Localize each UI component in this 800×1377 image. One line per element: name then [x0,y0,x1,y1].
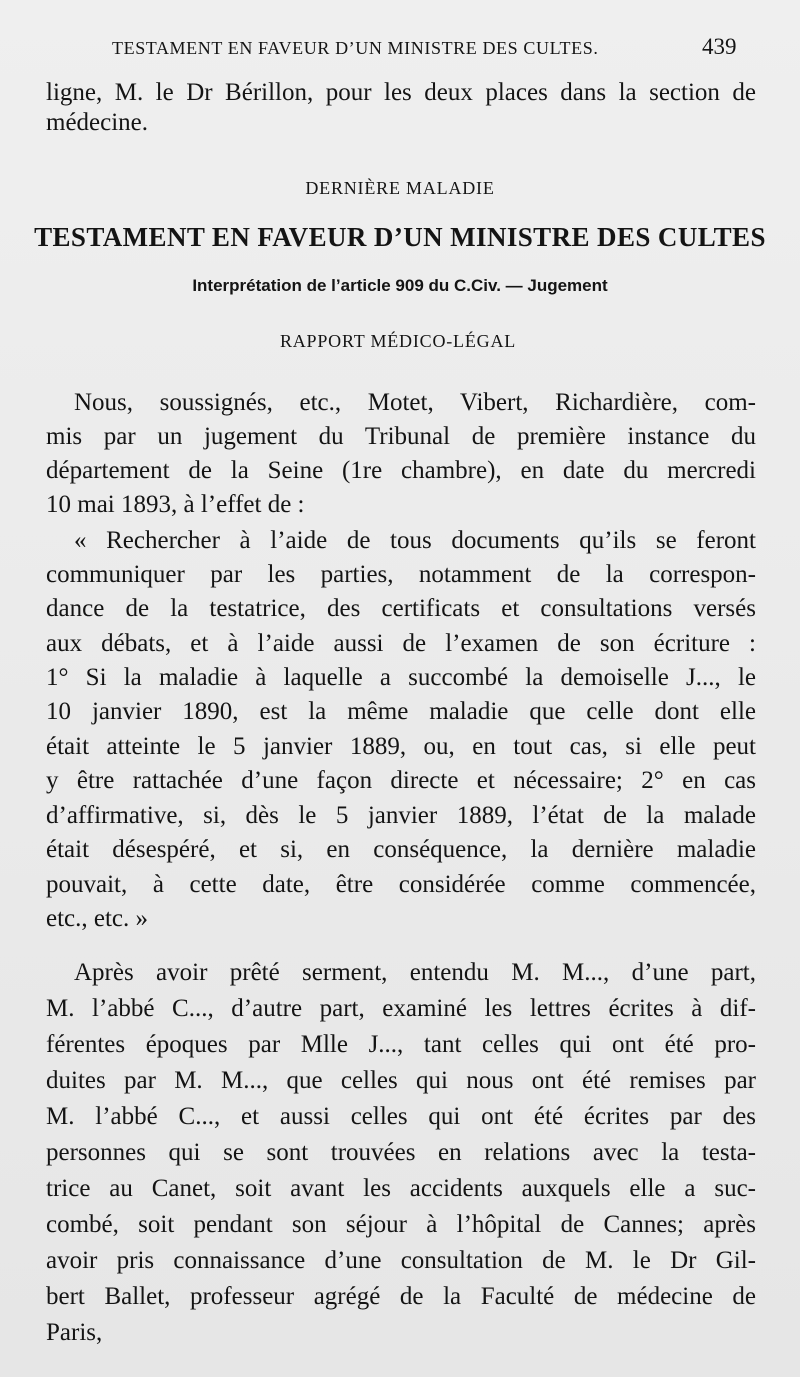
report-label: RAPPORT MÉDICO-LÉGAL [279,331,517,351]
text-line: « Rechercher à l’aide de tous documents qu’ils se feront [74,527,756,554]
text-line: férentes époques par Mlle J..., tant celles qui ont été pro- [46,1031,756,1058]
text-line: Après avoir prêté serment, entendu M. M..., d’une part, [74,959,756,986]
text-line: y être rattachée d’une façon directe et nécessaire; 2° en cas [46,767,756,794]
text-line: d’affirmative, si, dès le 5 janvier 1889, l’état de la malade [46,802,756,829]
text-line: aux débats, et à l’aide aussi de l’examen de son écriture : [46,630,756,657]
section-kicker: DERNIÈRE MALADIE [305,178,495,198]
text-line: 10 mai 1893, à l’effet de : [46,491,305,518]
text-line: était désespéré, et si, en conséquence, la dernière maladie [46,836,756,863]
text-line: ligne, M. le Dr Bérillon, pour les deux places dans la section de [46,79,756,106]
text-line: était atteinte le 5 janvier 1889, ou, en tout cas, si elle peut [46,733,756,760]
text-line: avoir pris connaissance d’une consultation de M. le Dr Gil- [46,1247,756,1274]
text-line: médecine. [46,109,149,136]
text-line: Nous, soussignés, etc., Motet, Vibert, Richardière, com- [74,389,756,416]
text-line: mis par un jugement du Tribunal de première instance du [46,423,756,450]
text-line: dance de la testatrice, des certificats et consultations versés [46,595,756,622]
section-subtitle: Interprétation de l’article 909 du C.Civ. — Jugement [192,276,608,295]
text-line: communiquer par les parties, notamment de la correspon- [46,561,756,588]
text-line: département de la Seine (1re chambre), en date du mercredi [46,457,756,484]
text-line: trice au Canet, soit avant les accidents auxquels elle a suc- [46,1175,756,1202]
running-title: TESTAMENT EN FAVEUR D’UN MINISTRE DES CULTES. [112,38,599,58]
text-line: M. l’abbé C..., d’autre part, examiné les lettres écrites à dif- [46,995,756,1022]
text-line: bert Ballet, professeur agrégé de la Faculté de médecine de [46,1283,756,1310]
text-line: 10 janvier 1890, est la même maladie que celle dont elle [46,698,756,725]
section-title: TESTAMENT EN FAVEUR D’UN MINISTRE DES CULTES [34,222,766,252]
text-line: M. l’abbé C..., et aussi celles qui ont été écrites par des [46,1103,756,1130]
text-line: personnes qui se sont trouvées en relations avec la testa- [46,1139,756,1166]
text-line: 1° Si la maladie à laquelle a succombé la demoiselle J..., le [46,664,756,691]
text-line: combé, soit pendant son séjour à l’hôpital de Cannes; après [46,1211,756,1238]
text-line: Paris, [46,1319,103,1346]
running-head [0,36,800,66]
text-line: duites par M. M..., que celles qui nous ont été remises par [46,1067,756,1094]
text-line: etc., etc. » [46,905,149,932]
page-number: 439 [702,34,737,59]
text-line: pouvait, à cette date, être considérée comme commencée, [46,871,756,898]
